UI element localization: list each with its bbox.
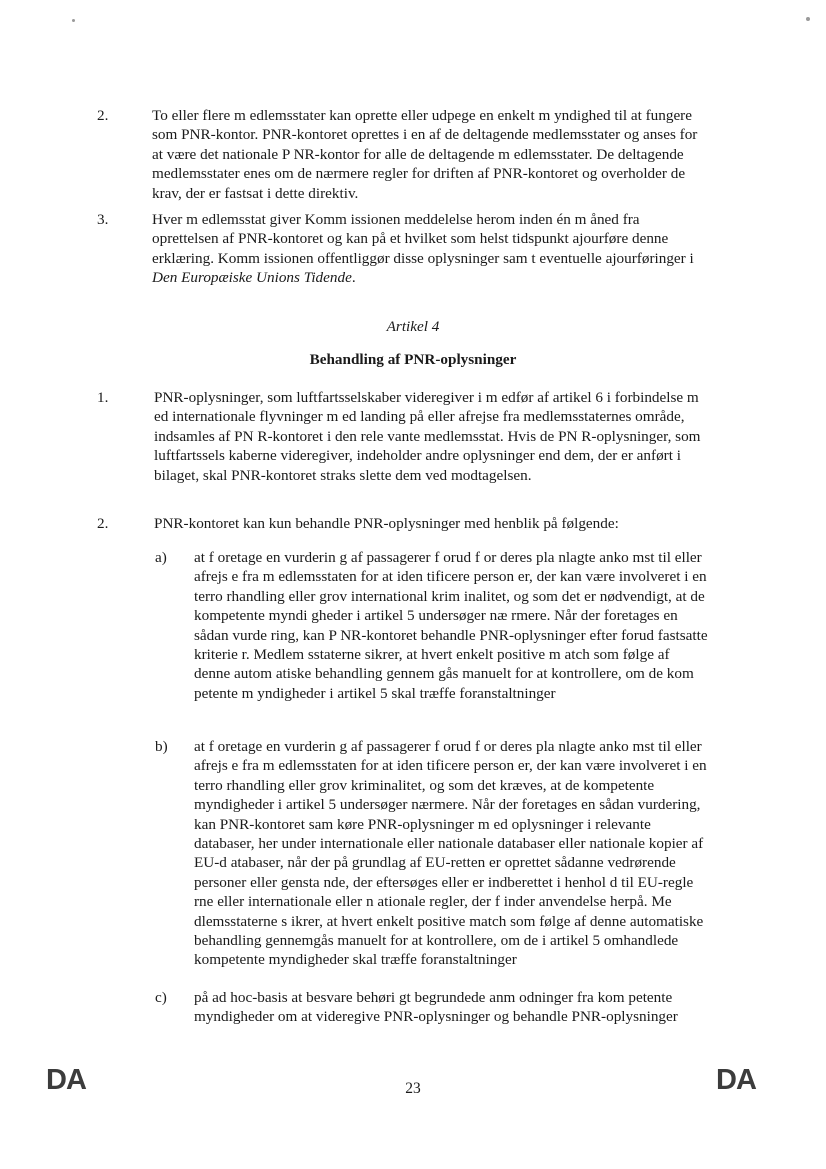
paragraph-number: 1. [97,389,109,406]
sub-item-label: c) [155,989,167,1006]
paragraph-text-start: Hver m edlemsstat giver Komm issionen meddelelse herom inden én m åned fra oprettelsen af PNR-kontoret og kan på et hvilket som helst tidspunkt ajourføre denne erklæring. Komm issionen offentliggør disse oplysninger sam t eventuelle ajourføringer i [152,211,694,267]
paragraph-text: PNR-oplysninger, som luftfartsselskaber videregiver i m edfør af artikel 6 i forbindelse m ed internationale flyvninger m ed landing på eller afrejse fra medlemsstaternes område, indsamles af PN R-kontoret i den rele vante medlemsstat. Hvis de PN R-oplysninger, som luftfartssels kaberne videregiver, indeholder andre oplysninger end dem, der er anført i bilaget, skal PNR-kontoret straks slette dem ved modtagelsen. [154,389,701,484]
sub-item-label: a) [155,549,167,566]
article-label: Artikel 4 [386,318,440,335]
article-title: Behandling af PNR-oplysninger [309,351,517,368]
sub-item-label: b) [155,738,168,755]
sub-item-text: at f oretage en vurderin g af passagerer f orud f or deres pla nlagte anko mst til eller afrejs e fra m edlemsstaten for at iden tificere person er, der kan være involveret i en terro rhandling eller grov international krim inalitet, og som det er nødvendigt, at de kompetente myndi gheder i artikel 5 undersøger næ rmere. Når der foretages en sådan vurde ring, kan P NR-kontoret behandle PNR-oplysninger efter forud fastsatte kriterie r. Medlem sstaterne sikrer, at hvert enkelt positive m atch som følge af denne autom atiske behandling gennem gås manuelt for at kontrollere, om de kom petente m yndigheder i artikel 5 skal træffe foranstaltninger [194,549,708,702]
scan-speck-right [806,17,810,21]
language-code-left: DA [46,1064,86,1096]
page-number: 23 [405,1080,421,1097]
sub-item-text: på ad hoc-basis at besvare behøri gt begrundede anm odninger fra kom petente myndigheder om at videregive PNR-oplysninger og behandle PNR-oplysninger [194,989,678,1026]
scan-speck-left [72,19,75,22]
paragraph-text: PNR-kontoret kan kun behandle PNR-oplysninger med henblik på følgende: [154,515,619,532]
paragraph-number: 2. [97,515,109,532]
language-code-right: DA [716,1064,756,1096]
paragraph-number: 3. [97,211,109,228]
paragraph-number: 2. [97,107,109,124]
paragraph-text: To eller flere m edlemsstater kan oprette eller udpege en enkelt m yndighed til at fungere som PNR-kontor. PNR-kontoret oprettes i en af de deltagende medlemsstater og anses for at være det nationale P NR-kontor for alle de deltagende m edlemsstater. De deltagende medlemsstater enes om de nærmere regler for driften af PNR-kontoret og overholder de krav, der er fastsat i dette direktiv. [152,107,698,202]
journal-title: Den Europæiske Unions Tidende [152,269,352,287]
paragraph-text-end: . [351,269,356,287]
paragraph-text [152,210,702,288]
sub-item-text: at f oretage en vurderin g af passagerer f orud f or deres pla nlagte anko mst til eller afrejs e fra m edlemsstaten for at iden tificere person er, der kan være involveret i en terro rhandling eller grov kriminalitet, og som det kræves, at de kompetente myndigheder i artikel 5 undersøger nærmere. Når der foretages en sådan vurdering, kan PNR-kontoret sam køre PNR-oplysninger m ed oplysninger i relevante databaser, her under internationale eller nationale databaser eller nationale kopier af EU-d atabaser, når der på grundlag af EU-retten er oprettet sådanne vedrørende personer eller gensta nde, der eftersøges eller er indberettet i henhol d til EU-regle rne eller internationale eller n ationale regler, der f inder anvendelse herpå. Me dlemsstaterne s ikrer, at hvert enkelt positive match som følge af denne automatiske behandling gennemgås manuelt for at kontrollere, om de i artikel 5 omhandlede kompetente myndigheder skal træffe foranstaltninger [194,738,707,969]
